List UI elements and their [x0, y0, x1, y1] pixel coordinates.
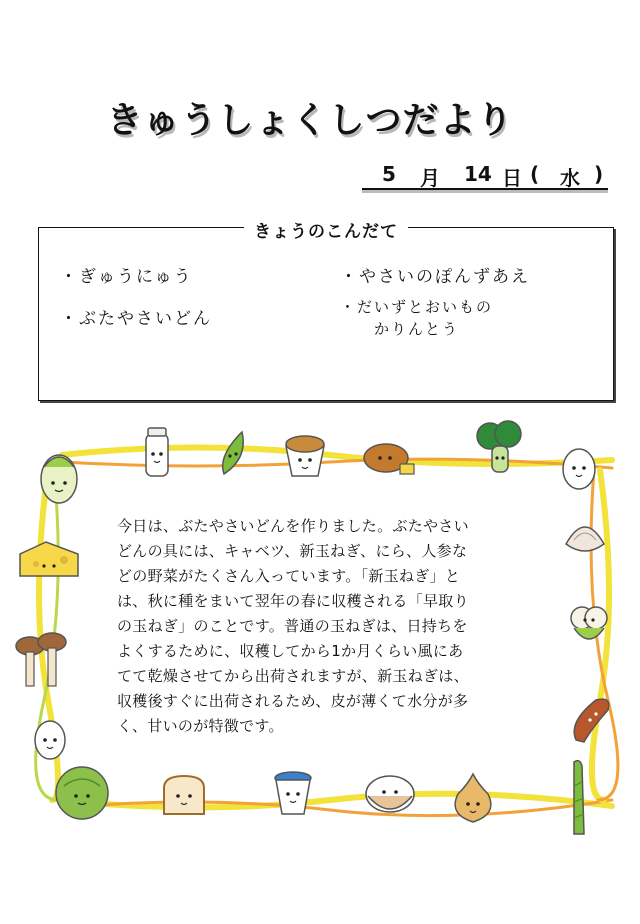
article-line: てて乾燥させてから出荷されますが、新玉ねぎは、: [117, 667, 469, 685]
milk-bottle-icon: [136, 424, 178, 482]
egg-icon: [558, 444, 600, 492]
article-text: [117, 514, 537, 739]
sausage-icon: [566, 692, 616, 748]
article-line: どの野菜がたくさん入っています。「新玉ねぎ」と: [117, 567, 461, 585]
date-day-unit: 日: [502, 166, 522, 190]
menu-item-pork-vegetable-bowl: ・ぶたやさいどん: [60, 309, 212, 329]
okra-icon: [212, 428, 252, 478]
cheese-icon: [16, 536, 82, 584]
date-close-paren: ): [594, 162, 604, 186]
article-line: よくするために、収穫してから1か月くらい風にあ: [117, 642, 464, 660]
menu-item-milk: ・ぎゅうにゅう: [60, 267, 193, 287]
menu-item-soy-potato: ・だいずとおいもの: [340, 298, 494, 316]
asparagus-icon: [560, 756, 596, 838]
date-day: 14: [464, 162, 492, 186]
cabbage-icon: [50, 762, 114, 824]
onion-icon: [448, 770, 498, 826]
chinese-cabbage-icon: [36, 445, 82, 505]
menu-item-vegetable-ponzu: ・やさいのぽんずあえ: [340, 267, 530, 287]
article-line: どんの具には、キャベツ、新玉ねぎ、にら、人参な: [117, 542, 468, 560]
date-month: 5: [382, 162, 396, 186]
date-open-paren: (: [530, 162, 540, 186]
clam-icon: [562, 514, 608, 560]
bread-roll-icon: [362, 438, 418, 480]
date-month-unit: 月: [420, 166, 440, 190]
article-line: 今日は、ぶたやさいどんを作りました。ぶたやさい: [117, 517, 469, 535]
page-title: きゅうしょくしつだより: [106, 100, 514, 141]
article-line: は、秋に種をまいて翌年の春に収穫される「早取り: [117, 592, 469, 610]
toast-icon: [156, 772, 212, 818]
broccoli-icon: [470, 418, 530, 480]
date-weekday: 水: [560, 166, 580, 190]
yogurt-icon: [268, 768, 318, 820]
mushroom-icon: [10, 628, 76, 692]
article-line: く、甘いのが特徴です。: [117, 717, 284, 735]
natto-icon: [280, 428, 330, 480]
cauliflower-icon: [566, 600, 612, 650]
egg-icon: [28, 716, 72, 762]
rice-bowl-icon: [362, 772, 418, 820]
menu-heading: きょうのこんだて: [244, 217, 408, 242]
menu-item-karinto: かりんとう: [374, 320, 460, 338]
article-line: 収穫後すぐに出荷されるため、皮が薄くて水分が多: [117, 692, 469, 710]
article-line: の玉ねぎ」のことです。普通の玉ねぎは、日持ちを: [117, 617, 468, 635]
